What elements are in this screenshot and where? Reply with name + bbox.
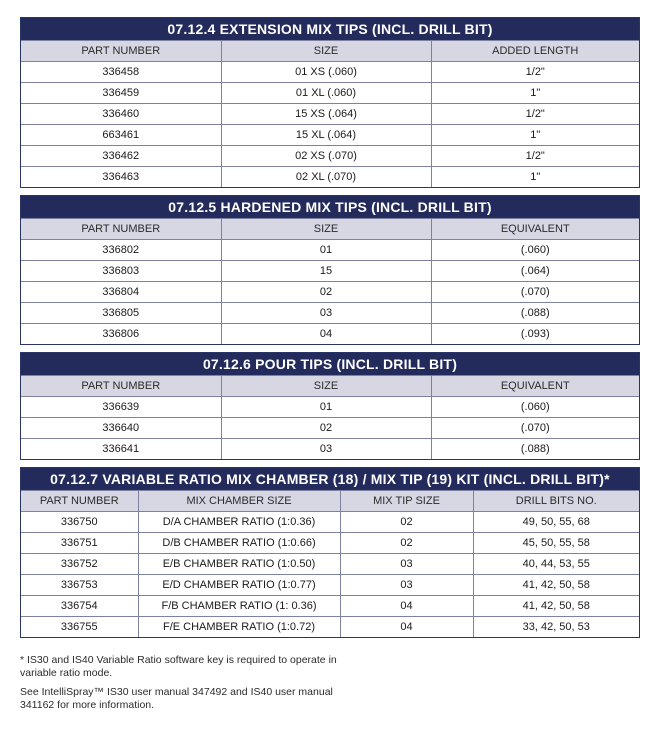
part-number: 336804 [21,282,221,303]
drill-bits: 45, 50, 55, 58 [473,533,639,554]
column-header: DRILL BITS NO. [473,491,639,512]
part-number: 336458 [21,62,221,83]
column-header: PART NUMBER [21,41,221,62]
mix-chamber-size: D/A CHAMBER RATIO (1:0.36) [138,512,340,533]
hardened-mix-tips-table [21,218,639,344]
table-row [21,104,639,125]
equivalent: (.060) [431,397,639,418]
table-row [21,596,639,617]
column-header: PART NUMBER [21,219,221,240]
part-number: 336460 [21,104,221,125]
column-header: EQUIVALENT [431,376,639,397]
part-number: 336806 [21,324,221,345]
part-number: 336639 [21,397,221,418]
part-number: 336751 [21,533,138,554]
part-number: 336752 [21,554,138,575]
drill-bits: 33, 42, 50, 53 [473,617,639,638]
added-length: 1/2" [431,104,639,125]
mix-tip-size: 04 [340,617,473,638]
table-row [21,282,639,303]
table-row [21,303,639,324]
part-number: 336459 [21,83,221,104]
mix-chamber-size: E/B CHAMBER RATIO (1:0.50) [138,554,340,575]
size: 02 [221,282,431,303]
part-number: 336755 [21,617,138,638]
size: 01 XS (.060) [221,62,431,83]
equivalent: (.088) [431,303,639,324]
size: 03 [221,303,431,324]
column-header: SIZE [221,219,431,240]
table-row [21,240,639,261]
added-length: 1" [431,83,639,104]
table-header-row [21,41,639,62]
table-row [21,575,639,596]
part-number: 336463 [21,167,221,188]
table-row [21,512,639,533]
size: 01 [221,240,431,261]
table-row [21,83,639,104]
equivalent: (.060) [431,240,639,261]
column-header: PART NUMBER [21,491,138,512]
footnote-user-manuals: See IntelliSpray™ IS30 user manual 347492 and IS40 user manual 341162 for more information. [20,686,333,711]
size: 01 XL (.060) [221,83,431,104]
part-number: 336754 [21,596,138,617]
section-pour-tips [20,352,640,460]
table-header-row [21,376,639,397]
equivalent: (.070) [431,418,639,439]
size: 15 [221,261,431,282]
section-title: 07.12.7 VARIABLE RATIO MIX CHAMBER (18) / MIX TIP (19) KIT (INCL. DRILL BIT)* [21,468,639,490]
equivalent: (.064) [431,261,639,282]
part-number: 663461 [21,125,221,146]
footnote-software-key: * IS30 and IS40 Variable Ratio software key is required to operate in variable ratio mode. [20,654,337,679]
size: 02 XL (.070) [221,167,431,188]
column-header: SIZE [221,41,431,62]
added-length: 1/2" [431,146,639,167]
equivalent: (.070) [431,282,639,303]
part-number: 336802 [21,240,221,261]
added-length: 1/2" [431,62,639,83]
pour-tips-table [21,375,639,459]
part-number: 336753 [21,575,138,596]
section-variable-ratio-kit [20,467,640,638]
part-number: 336640 [21,418,221,439]
mix-tip-size: 03 [340,575,473,596]
part-number: 336805 [21,303,221,324]
section-hardened-mix-tips [20,195,640,345]
added-length: 1" [431,167,639,188]
column-header: MIX CHAMBER SIZE [138,491,340,512]
table-row [21,167,639,188]
part-number: 336750 [21,512,138,533]
drill-bits: 49, 50, 55, 68 [473,512,639,533]
section-extension-mix-tips [20,17,640,188]
column-header: ADDED LENGTH [431,41,639,62]
table-row [21,261,639,282]
table-header-row [21,219,639,240]
section-title: 07.12.6 POUR TIPS (INCL. DRILL BIT) [21,353,639,375]
equivalent: (.088) [431,439,639,460]
table-row [21,324,639,345]
table-row [21,533,639,554]
variable-ratio-kit-table [21,490,639,637]
mix-chamber-size: F/E CHAMBER RATIO (1:0.72) [138,617,340,638]
table-row [21,554,639,575]
mix-tip-size: 02 [340,512,473,533]
mix-tip-size: 02 [340,533,473,554]
size: 04 [221,324,431,345]
table-row [21,418,639,439]
table-row [21,439,639,460]
table-row [21,62,639,83]
table-row [21,146,639,167]
part-number: 336641 [21,439,221,460]
table-header-row [21,491,639,512]
part-number: 336803 [21,261,221,282]
section-title: 07.12.5 HARDENED MIX TIPS (INCL. DRILL BIT) [21,196,639,218]
table-row [21,617,639,638]
column-header: MIX TIP SIZE [340,491,473,512]
size: 15 XS (.064) [221,104,431,125]
equivalent: (.093) [431,324,639,345]
part-number: 336462 [21,146,221,167]
mix-tip-size: 03 [340,554,473,575]
drill-bits: 41, 42, 50, 58 [473,575,639,596]
mix-tip-size: 04 [340,596,473,617]
drill-bits: 41, 42, 50, 58 [473,596,639,617]
size: 03 [221,439,431,460]
extension-mix-tips-table [21,40,639,187]
added-length: 1" [431,125,639,146]
size: 02 [221,418,431,439]
size: 01 [221,397,431,418]
mix-chamber-size: F/B CHAMBER RATIO (1: 0.36) [138,596,340,617]
column-header: SIZE [221,376,431,397]
column-header: EQUIVALENT [431,219,639,240]
size: 15 XL (.064) [221,125,431,146]
size: 02 XS (.070) [221,146,431,167]
drill-bits: 40, 44, 53, 55 [473,554,639,575]
column-header: PART NUMBER [21,376,221,397]
section-title: 07.12.4 EXTENSION MIX TIPS (INCL. DRILL BIT) [21,18,639,40]
mix-chamber-size: D/B CHAMBER RATIO (1:0.66) [138,533,340,554]
table-row [21,397,639,418]
table-row [21,125,639,146]
mix-chamber-size: E/D CHAMBER RATIO (1:0.77) [138,575,340,596]
